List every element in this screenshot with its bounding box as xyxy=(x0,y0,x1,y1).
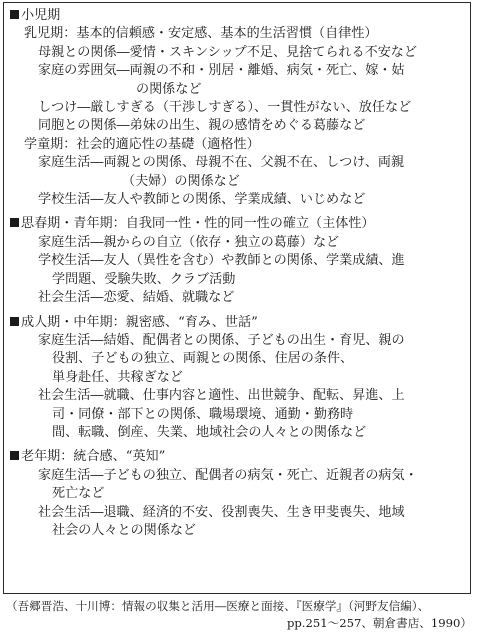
text-line: 間、転職、倒産、失業、地域社会の人々との関係など xyxy=(52,424,367,440)
square-bullet-icon xyxy=(10,10,19,19)
citation-line: （吾郷晋浩、十川博：情報の収集と活用―医療と面接、『医療学』（河野友信編）、 xyxy=(6,599,430,613)
section-adulthood xyxy=(10,314,464,443)
section-old-age xyxy=(10,448,464,540)
text-line: 学童期：社会的適応性の基礎（適格性） xyxy=(24,136,260,152)
section-title: 小児期 xyxy=(21,8,61,23)
text-line: 社会生活―退職、経済的不安、役割喪失、生き甲斐喪失、地域 xyxy=(38,504,405,520)
text-line: 死亡など xyxy=(52,486,105,502)
text-line: 家庭生活―結婚、配偶者との関係、子どもの出生・育児、親の xyxy=(38,332,405,348)
text-line: しつけ―厳しすぎる（干渉しすぎる）、一貫性がない、放任など xyxy=(38,100,412,116)
text-line: 社会生活―恋愛、結婚、就職など xyxy=(38,290,235,306)
text-line: 乳児期：基本的信頼感・安定感、基本的生活習慣（自律性） xyxy=(24,26,378,42)
square-bullet-icon xyxy=(10,218,19,227)
section-heading xyxy=(10,314,464,332)
text-line: 学問題、受験失敗、クラブ活動 xyxy=(52,271,236,287)
text-line: の関係など xyxy=(136,81,202,97)
text-line: 社会生活―就職、仕事内容と適性、出世競争、配転、昇進、上 xyxy=(38,388,405,404)
section-title: 成人期・中年期：親密感、“育み、世話” xyxy=(21,314,258,330)
text-line: （夫婦）の関係など xyxy=(122,173,240,189)
section-heading xyxy=(10,7,464,25)
square-bullet-icon xyxy=(10,451,19,460)
text-line: 母親との関係―愛情・スキンシップ不足、見捨てられる不安など xyxy=(38,44,417,60)
section-adolescence xyxy=(10,215,464,307)
section-heading xyxy=(10,448,464,466)
text-line: 司・同僚・部下との関係、職場環境、通勤・勤務時 xyxy=(52,406,354,422)
text-line: 同胞との関係―弟妹の出生、親の感情をめぐる葛藤など xyxy=(38,118,366,134)
text-line: 役割、子どもの独立、両親との関係、住居の条件、 xyxy=(52,351,354,367)
section-childhood xyxy=(10,7,464,209)
table-frame xyxy=(3,2,471,594)
section-title: 老年期：統合感、“英知” xyxy=(21,449,166,465)
section-title: 思春期・青年期：自我同一性・性的同一性の確立（主体性） xyxy=(21,216,375,232)
citation-line: pp.251～257、朝倉書店、1990） xyxy=(286,616,472,630)
text-line: 社会の人々との関係など xyxy=(52,522,197,538)
square-bullet-icon xyxy=(10,317,19,326)
text-line: 家庭生活―両親との関係、母親不在、父親不在、しつけ、両親 xyxy=(38,155,405,171)
text-line: 家庭生活―子どもの独立、配偶者の病気・死亡、近親者の病気・ xyxy=(38,467,418,483)
text-line: 家庭生活―親からの自立（依存・独立の葛藤）など xyxy=(38,234,340,250)
section-heading xyxy=(10,215,464,233)
text-line: 単身赴任、共稼ぎなど xyxy=(52,369,183,385)
text-line: 学校生活―友人（異性を含む）や教師との関係、学業成績、進 xyxy=(38,253,405,269)
text-line: 学校生活―友人や教師との関係、学業成績、いじめなど xyxy=(38,192,366,208)
citation xyxy=(6,598,476,632)
text-line: 家庭の雰囲気―両親の不和・別居・離婚、病気・死亡、嫁・姑 xyxy=(38,63,405,79)
